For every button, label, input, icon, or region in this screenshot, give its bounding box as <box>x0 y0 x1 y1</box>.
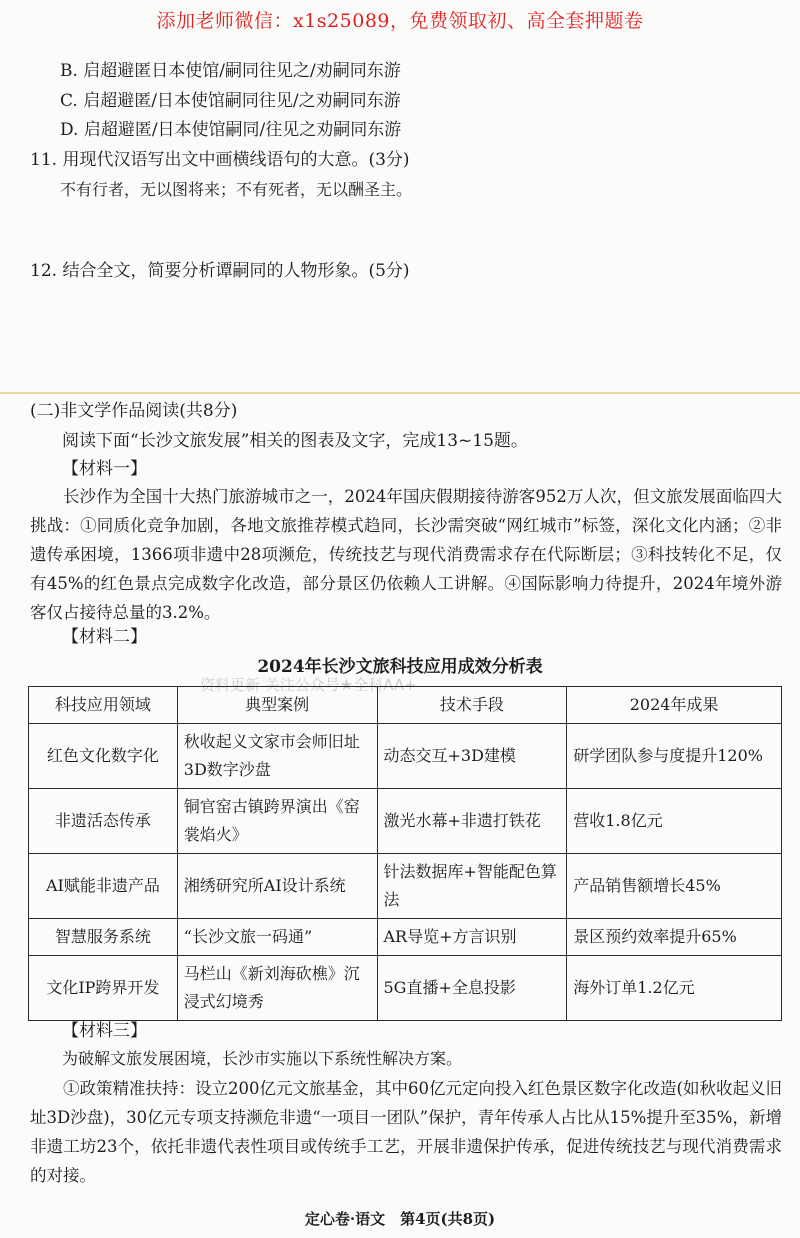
question-12-stem: 12. 结合全文，简要分析谭嗣同的人物形象。(5分) <box>30 261 410 281</box>
table-cell: 针法数据库+智能配色算法 <box>377 854 567 919</box>
table-cell: 景区预约效率提升65% <box>567 919 782 956</box>
analysis-table <box>28 686 782 1021</box>
option-c: C. 启超避匿/日本使馆嗣同往见/之劝嗣同东游 <box>60 91 401 111</box>
header-cell: 典型案例 <box>177 687 377 724</box>
table-header-row <box>29 687 782 724</box>
table-cell: 研学团队参与度提升120% <box>567 724 782 789</box>
material-1-text: 长沙作为全国十大热门旅游城市之一，2024年国庆假期接待游客952万人次，但文旅发展面临四大挑战：①同质化竞争加剧，各地文旅推荐模式趋同，长沙需突破“网红城市”标签，深化文化内涵；②非遗传承困境，1366项非遗中28项濒危，传统技艺与现代消费需求存在代际断层；③科技转化不足，仅有45%的红色景点完成数字化改造，部分景区仍依赖人工讲解。④国际影响力待提升，2024年境外游客仅占接待总量的3.2%。 <box>30 487 782 622</box>
material-3-label: 【材料三】 <box>62 1021 147 1041</box>
table-cell: 智慧服务系统 <box>29 919 178 956</box>
table-cell: 产品销售额增长45% <box>567 854 782 919</box>
section-heading: (二)非文学作品阅读(共8分) <box>30 401 238 421</box>
header-cell: 科技应用领域 <box>29 687 178 724</box>
table-row <box>29 724 782 789</box>
table-cell: 激光水幕+非遗打铁花 <box>377 789 567 854</box>
material-3-point-1: ①政策精准扶持：设立200亿元文旅基金，其中60亿元定向投入红色景区数字化改造(如秋收起义旧址3D沙盘)，30亿元专项支持濒危非遗“一项目一团队”保护，青年传承人占比从15%提升至35%，新增非遗工坊23个，依托非遗代表性项目或传统手工艺，开展非遗保护传承，促进传统技艺与现代消费需求的对接。 <box>30 1079 782 1185</box>
header-cell: 技术手段 <box>377 687 567 724</box>
material-2-label: 【材料二】 <box>62 627 147 647</box>
table-title: 2024年长沙文旅科技应用成效分析表 <box>257 657 543 677</box>
watermark-text: 资料更新 关注公众号★全科AA+ <box>200 676 417 694</box>
section-divider <box>0 392 800 394</box>
table-row <box>29 956 782 1021</box>
header-cell: 2024年成果 <box>567 687 782 724</box>
table-row <box>29 789 782 854</box>
table-cell: 秋收起义文家市会师旧址3D数字沙盘 <box>177 724 377 789</box>
table-cell: AI赋能非遗产品 <box>29 854 178 919</box>
table-cell: AR导览+方言识别 <box>377 919 567 956</box>
material-1-label: 【材料一】 <box>62 459 147 479</box>
option-d: D. 启超避匿/日本使馆嗣同/往见之劝嗣同东游 <box>60 120 402 140</box>
table-cell: 湘绣研究所AI设计系统 <box>177 854 377 919</box>
material-3-intro: 为破解文旅发展困境，长沙市实施以下系统性解决方案。 <box>62 1049 463 1068</box>
table-cell: 营收1.8亿元 <box>567 789 782 854</box>
table-cell: 马栏山《新刘海砍樵》沉浸式幻境秀 <box>177 956 377 1021</box>
table-cell: 非遗活态传承 <box>29 789 178 854</box>
section-intro: 阅读下面“长沙文旅发展”相关的图表及文字，完成13~15题。 <box>62 431 528 451</box>
table-cell: 动态交互+3D建模 <box>377 724 567 789</box>
table-cell: “长沙文旅一码通” <box>177 919 377 956</box>
option-b: B. 启超避匿日本使馆/嗣同往见之/劝嗣同东游 <box>60 61 401 81</box>
table-row <box>29 854 782 919</box>
question-11-stem: 11. 用现代汉语写出文中画横线语句的大意。(3分) <box>30 150 410 170</box>
promo-header: 添加老师微信：x1s25089，免费领取初、高全套押题卷 <box>156 10 644 32</box>
question-11-quote: 不有行者，无以图将来；不有死者，无以酬圣主。 <box>60 180 413 199</box>
table-cell: 5G直播+全息投影 <box>377 956 567 1021</box>
table-cell: 海外订单1.2亿元 <box>567 956 782 1021</box>
table-row <box>29 919 782 956</box>
table-cell: 铜官窑古镇跨界演出《窑裳焰火》 <box>177 789 377 854</box>
table-cell: 文化IP跨界开发 <box>29 956 178 1021</box>
table-cell: 红色文化数字化 <box>29 724 178 789</box>
page-footer: 定心卷·语文 第4页(共8页) <box>304 1210 496 1228</box>
